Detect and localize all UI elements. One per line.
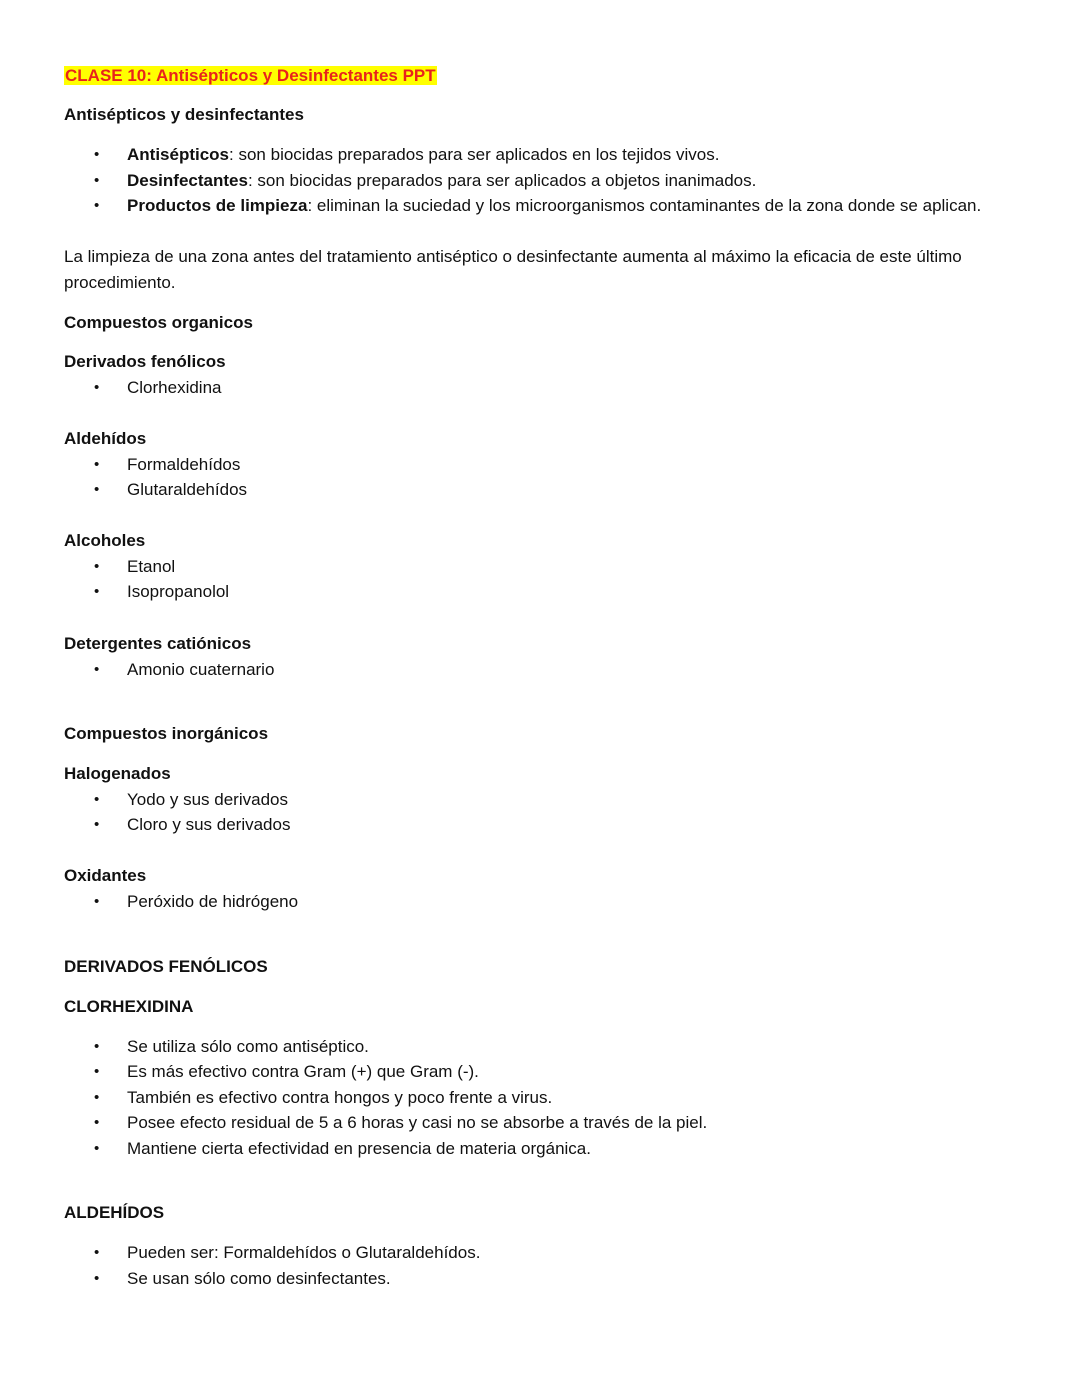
bullet-icon: •	[94, 481, 100, 498]
group-heading: Detergentes catiónicos	[64, 634, 252, 653]
definition-term: Antisépticos	[127, 145, 230, 164]
group-heading: Alcoholes	[64, 531, 146, 550]
bullet-icon: •	[94, 379, 100, 396]
bullet-icon: •	[94, 1038, 100, 1055]
group-heading: Derivados fenólicos	[64, 352, 226, 371]
bullet-icon: •	[94, 172, 100, 189]
bullet-icon: •	[94, 1089, 100, 1106]
definition-text: : son biocidas preparados para ser aplicados a objetos inanimados.	[247, 171, 757, 190]
bullet-icon: •	[94, 558, 100, 575]
title-highlight: CLASE 10: Antisépticos y Desinfectantes PPT	[65, 66, 436, 85]
heading-main: Antisépticos y desinfectantes	[64, 105, 304, 124]
bullet-icon: •	[94, 661, 100, 678]
intro-paragraph: La limpieza de una zona antes del tratamiento antiséptico o desinfectante aumenta al máximo la eficacia de este último procedimiento.	[64, 247, 962, 292]
bullet-icon: •	[94, 197, 100, 214]
bullet-icon: •	[94, 146, 100, 163]
bullet-icon: •	[94, 1140, 100, 1157]
definition-text: : son biocidas preparados para ser aplicados en los tejidos vivos.	[229, 145, 720, 164]
group-heading: Halogenados	[64, 764, 171, 783]
bullet-icon: •	[94, 456, 100, 473]
inorganic-heading: Compuestos inorgánicos	[64, 724, 269, 743]
organic-heading: Compuestos organicos	[64, 313, 253, 332]
bullet-icon: •	[94, 893, 100, 910]
definition-term: Productos de limpieza	[127, 196, 308, 215]
bullet-icon: •	[94, 583, 100, 600]
document-title	[64, 65, 437, 87]
bullet-icon: •	[94, 1244, 100, 1261]
section-subheading-clorhexidina: CLORHEXIDINA	[64, 997, 194, 1016]
group-heading: Oxidantes	[64, 866, 147, 885]
bullet-icon: •	[94, 1063, 100, 1080]
bullet-icon: •	[94, 1114, 100, 1131]
group-heading: Aldehídos	[64, 429, 147, 448]
bullet-icon: •	[94, 816, 100, 833]
definition-term: Desinfectantes	[127, 171, 248, 190]
definition-text: : eliminan la suciedad y los microorganismos contaminantes de la zona donde se aplican.	[307, 196, 982, 215]
section-heading-fenolicos: DERIVADOS FENÓLICOS	[64, 957, 268, 976]
bullet-icon: •	[94, 791, 100, 808]
bullet-icon: •	[94, 1270, 100, 1287]
section-heading-aldehidos: ALDEHÍDOS	[64, 1203, 165, 1222]
